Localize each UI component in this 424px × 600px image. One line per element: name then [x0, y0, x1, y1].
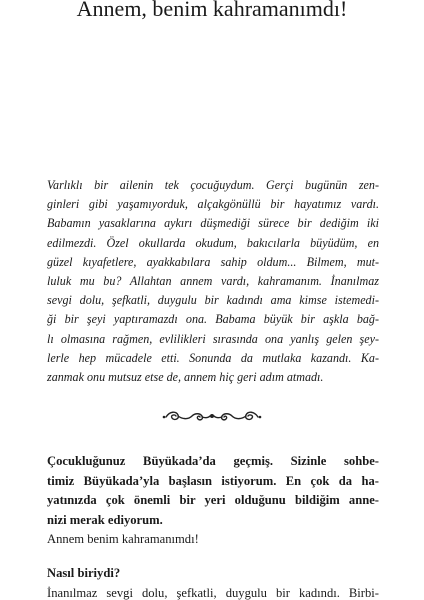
- paragraph-gap: [47, 550, 379, 564]
- intro-line: güzel kıyafetlere, ayakkabılara sahip oldum... Bilmem, mut-: [47, 254, 379, 269]
- intro-line: sevgi dolu, şefkatli, duygulu bir kadındı ama kimse istemedi-: [47, 293, 379, 308]
- intro-line: luluk mu bu? Allahtan annem vardı, kahramanım. İnanılmaz: [47, 274, 379, 289]
- intro-line: Varlıklı bir ailenin tek çocuğuydum. Gerçi bugünün zen-: [47, 178, 379, 192]
- floral-divider-icon: [160, 408, 264, 424]
- question-line: Çocukluğunuz Büyükada’da geçmiş. Sizinle sohbe-: [47, 454, 379, 468]
- chapter-title: Annem, benim kahramanımdı!: [76, 0, 348, 21]
- interview-section: [47, 452, 379, 600]
- intro-line: lerle hep mücadele etti. Sonunda da mutlaka kazandı. Ka-: [47, 350, 379, 365]
- intro-paragraph: [47, 176, 379, 387]
- question-line: nizi merak ediyorum.: [47, 512, 163, 527]
- question-line: Nasıl biriydi?: [47, 565, 121, 580]
- question-line: yatınızda çok önemli bir yeri olduğunu bildiğim anne-: [47, 493, 379, 508]
- answer-line: Annem benim kahramanımdı!: [47, 532, 199, 547]
- intro-line: zanmak onu mutsuz etse de, annem hiç geri adım atmadı.: [47, 370, 324, 385]
- answer-line: İnanılmaz sevgi dolu, şefkatli, duygulu bir kadındı. Birbi-: [47, 585, 379, 600]
- intro-line: ginleri gibi yaşamıyorduk, alçakgönüllü bir hayatımız vardı.: [47, 197, 379, 212]
- intro-line: edilmezdi. Özel okullarda okudum, bakıcılarla büyüdüm, en: [47, 235, 379, 250]
- intro-line: lı olmasına rağmen, evlilikleri sırasında ona yanlış gelen şey-: [47, 331, 379, 346]
- question-line: timiz Büyükada’yla başlasın istiyorum. En çok da ha-: [47, 473, 379, 488]
- intro-line: ği bir şeyi yaptıramazdı ona. Babama büyük bir aşkla bağ-: [47, 312, 379, 327]
- intro-line: Babamın yasaklarına aykırı düşmediği sürece bir dediğim iki: [47, 216, 379, 231]
